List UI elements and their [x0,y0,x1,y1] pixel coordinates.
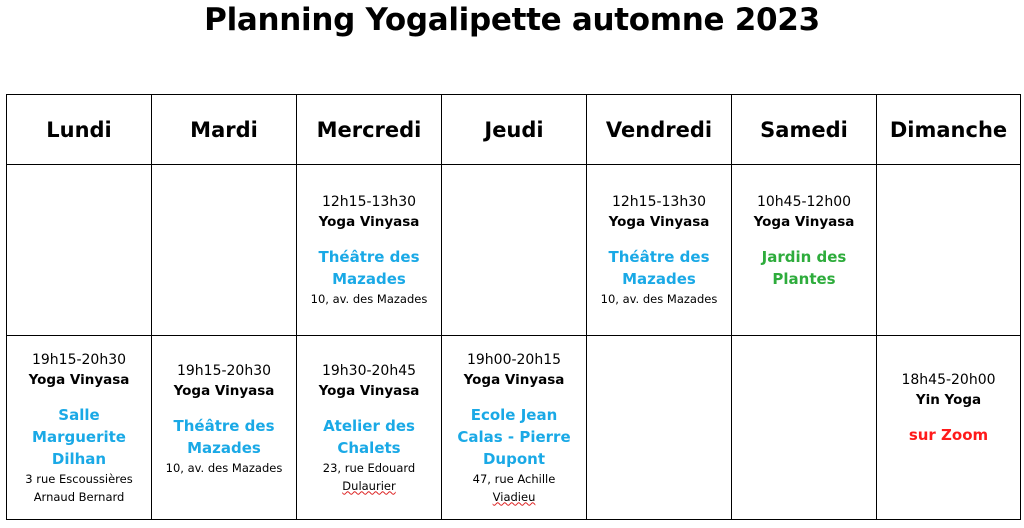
venue-name: Théâtre des Mazades [173,416,275,457]
class-entry [7,350,151,506]
class-entry [297,192,441,308]
venue-name: Atelier des Chalets [323,416,415,457]
class-time: 19h00-20h15 [466,351,562,368]
cell-mercredi-row2 [297,336,442,520]
venue-name: Ecole Jean Calas - Pierre Dupont [457,405,571,468]
class-name: Yoga Vinyasa [318,214,420,230]
venue-address: 10, av. des Mazades [165,460,283,475]
class-name: Yoga Vinyasa [318,382,420,399]
cell-dimanche-row2 [877,336,1021,520]
class-entry [297,361,441,495]
cell-mardi-row2 [152,336,297,520]
cell-samedi-row1 [732,165,877,336]
day-header-mercredi: Mercredi [297,95,442,165]
venue-address-line2: Dulaurier [342,478,396,493]
cell-vendredi-row2 [587,336,732,520]
class-name: Yoga Vinyasa [753,214,855,230]
venue-address-line2: Viadieu [492,489,536,504]
class-time: 19h15-20h30 [176,362,272,379]
class-time: 12h15-13h30 [321,194,417,210]
venue-name: Théâtre des Mazades [318,248,420,288]
cell-dimanche-row1 [877,165,1021,336]
day-header-mardi: Mardi [152,95,297,165]
schedule-table [6,94,1021,520]
cell-mardi-row1 [152,165,297,336]
day-header-lundi: Lundi [7,95,152,165]
class-time: 12h15-13h30 [611,194,707,210]
venue-address-line1: 23, rue Edouard [322,460,416,475]
venue-name: Jardin des Plantes [761,248,847,288]
venue-address: 10, av. des Mazades [600,292,718,306]
day-header-dimanche: Dimanche [877,95,1021,165]
schedule-row-midday [7,165,1021,336]
cell-jeudi-row2 [442,336,587,520]
venue-address-line1: 3 rue Escoussières [25,471,133,486]
class-name: Yoga Vinyasa [28,371,130,388]
day-header-samedi: Samedi [732,95,877,165]
class-time: 19h30-20h45 [321,362,417,379]
class-time: 18h45-20h00 [901,371,996,388]
class-name: Yoga Vinyasa [608,214,710,230]
header-row [7,95,1021,165]
venue-address-line2: Arnaud Bernard [33,489,125,504]
class-name: Yoga Vinyasa [173,382,275,399]
class-entry [442,350,586,506]
venue-name: sur Zoom [908,425,989,444]
class-entry [732,192,876,308]
class-entry [152,361,296,495]
class-time: 19h15-20h30 [31,351,127,368]
cell-lundi-row2 [7,336,152,520]
class-name: Yin Yoga [915,391,982,408]
venue-name: Théâtre des Mazades [608,248,710,288]
page-title: Planning Yogalipette automne 2023 [204,2,820,38]
day-header-jeudi: Jeudi [442,95,587,165]
venue-address: 10, av. des Mazades [310,292,428,306]
cell-samedi-row2 [732,336,877,520]
day-header-vendredi: Vendredi [587,95,732,165]
class-entry [587,192,731,308]
venue-name: Salle Marguerite Dilhan [32,405,126,468]
class-name: Yoga Vinyasa [463,371,565,388]
schedule-row-evening [7,336,1021,520]
cell-jeudi-row1 [442,165,587,336]
cell-mercredi-row1 [297,165,442,336]
class-entry [877,370,1020,486]
venue-address-line1: 47, rue Achille [472,471,556,486]
cell-lundi-row1 [7,165,152,336]
cell-vendredi-row1 [587,165,732,336]
class-time: 10h45-12h00 [756,194,852,210]
